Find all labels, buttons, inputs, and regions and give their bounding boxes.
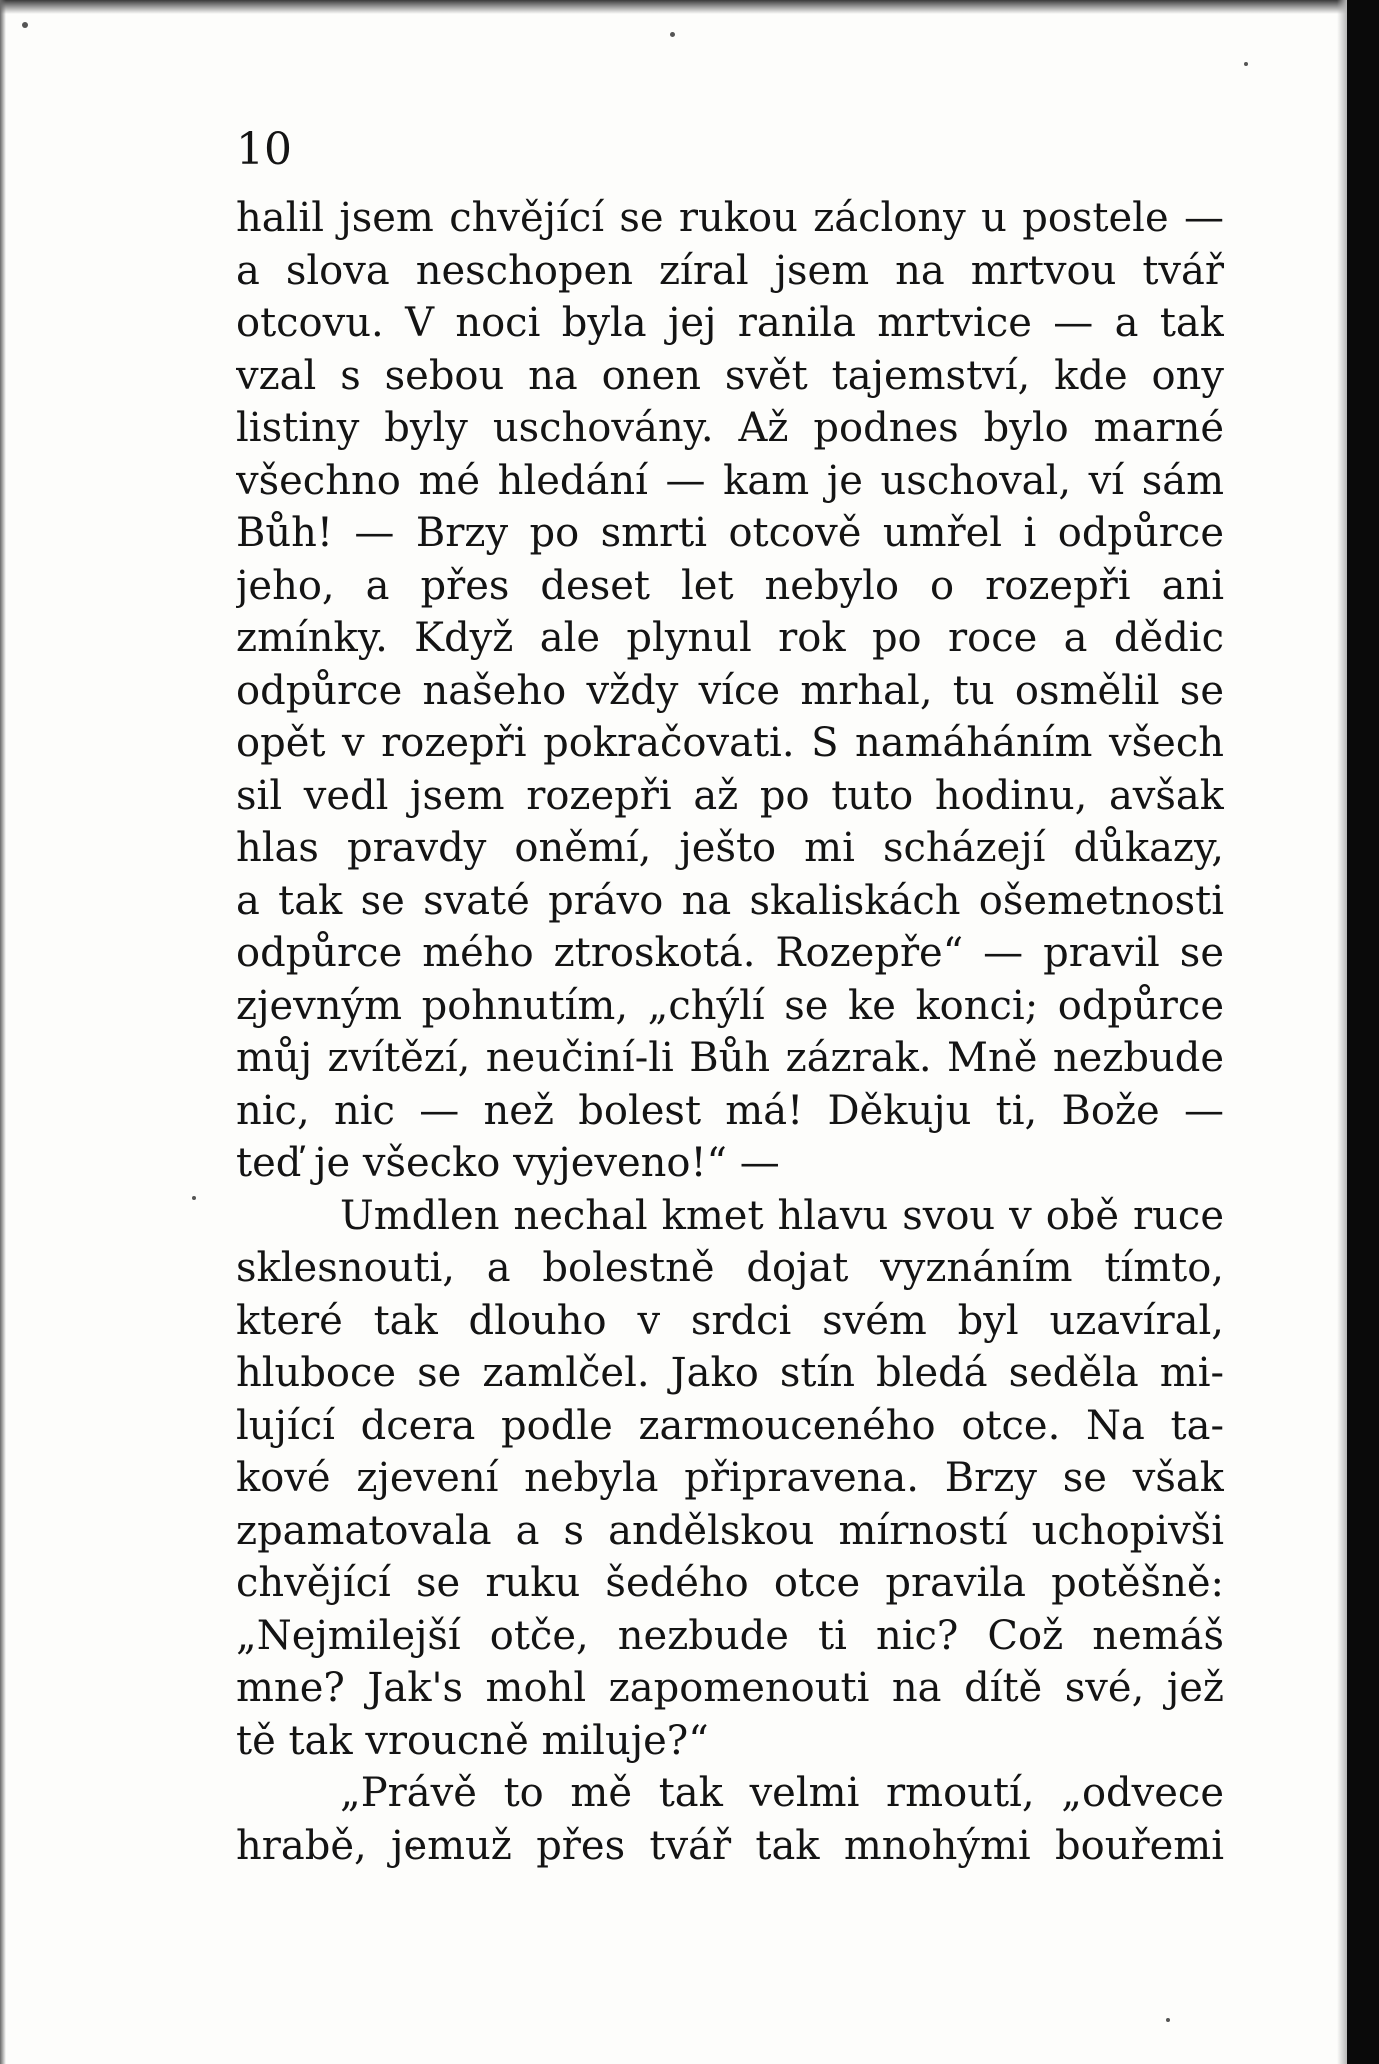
page-left-edge bbox=[0, 0, 6, 2064]
text-line: zjevným pohnutím, „chýlí se ke konci; odpůrce bbox=[236, 982, 1224, 1029]
text-line: nic, nic — než bolest má! Děkuju ti, Bože — bbox=[236, 1087, 1224, 1134]
text-line: „Právě to mě tak velmi rmoutí, „odvece bbox=[340, 1770, 1224, 1816]
text-line: hlas pravdy oněmí, ješto mi scházejí důkazy, bbox=[236, 825, 1224, 871]
print-speck bbox=[192, 1196, 196, 1200]
text-line: sil vedl jsem rozepři až po tuto hodinu, avšak bbox=[236, 772, 1224, 819]
page-top-edge bbox=[0, 0, 1379, 14]
text-line: a slova neschopen zíral jsem na mrtvou tvář bbox=[236, 247, 1224, 294]
page-right-binding bbox=[1347, 0, 1379, 2064]
text-line: otcovu. V noci byla jej ranila mrtvice — a tak bbox=[236, 300, 1224, 346]
text-line: hrabě, jemuž přes tvář tak mnohými bouřemi bbox=[236, 1822, 1224, 1869]
text-line: opět v rozepři pokračovati. S namáháním všech bbox=[236, 720, 1224, 766]
text-line: Umdlen nechal kmet hlavu svou v obě ruce bbox=[340, 1192, 1224, 1239]
text-line: tě tak vroucně miluje?“ bbox=[236, 1717, 709, 1764]
text-line: které tak dlouho v srdci svém byl uzavíral, bbox=[236, 1297, 1224, 1344]
body-text bbox=[236, 192, 1224, 1872]
text-line: hluboce se zamlčel. Jako stín bledá seděla mi- bbox=[236, 1350, 1224, 1396]
text-line: všechno mé hledání — kam je uschoval, ví sám bbox=[236, 457, 1224, 504]
print-speck bbox=[1244, 62, 1248, 66]
text-line: Bůh! — Brzy po smrti otcově umřel i odpůrce bbox=[236, 510, 1224, 556]
page-number: 10 bbox=[236, 124, 292, 175]
text-line: a tak se svaté právo na skaliskách ošemetnosti bbox=[236, 877, 1224, 924]
text-line: kové zjevení nebyla připravena. Brzy se však bbox=[236, 1455, 1224, 1501]
print-speck bbox=[1166, 2018, 1170, 2022]
text-line: lující dcera podle zarmouceného otce. Na ta- bbox=[236, 1402, 1224, 1449]
text-line: odpůrce mého ztroskotá. Rozepře“ — pravil se bbox=[236, 930, 1224, 976]
text-line: odpůrce našeho vždy více mrhal, tu osmělil se bbox=[236, 667, 1224, 714]
text-line: jeho, a přes deset let nebylo o rozepři ani bbox=[236, 562, 1224, 609]
print-speck bbox=[670, 32, 675, 37]
text-line: sklesnouti, a bolestně dojat vyznáním tímto, bbox=[236, 1245, 1224, 1291]
text-line: zmínky. Když ale plynul rok po roce a dědic bbox=[236, 615, 1224, 661]
text-line: zpamatovala a s andělskou mírností uchopivši bbox=[236, 1507, 1224, 1554]
text-line: listiny byly uschovány. Až podnes bylo marné bbox=[236, 405, 1224, 451]
text-line: teď je všecko vyjeveno!“ — bbox=[236, 1140, 780, 1186]
text-line: chvějící se ruku šedého otce pravila potěšně: bbox=[236, 1560, 1224, 1606]
text-line: halil jsem chvějící se rukou záclony u postele — bbox=[236, 195, 1224, 241]
text-line: vzal s sebou na onen svět tajemství, kde ony bbox=[236, 352, 1224, 399]
text-line: mne? Jak's mohl zapomenouti na dítě své, jež bbox=[236, 1665, 1224, 1711]
page-gutter-shadow bbox=[1337, 0, 1347, 2064]
text-line: můj zvítězí, neučiní-li Bůh zázrak. Mně nezbude bbox=[236, 1035, 1224, 1081]
text-line: „Nejmilejší otče, nezbude ti nic? Což nemáš bbox=[236, 1612, 1224, 1659]
print-speck bbox=[22, 22, 28, 28]
